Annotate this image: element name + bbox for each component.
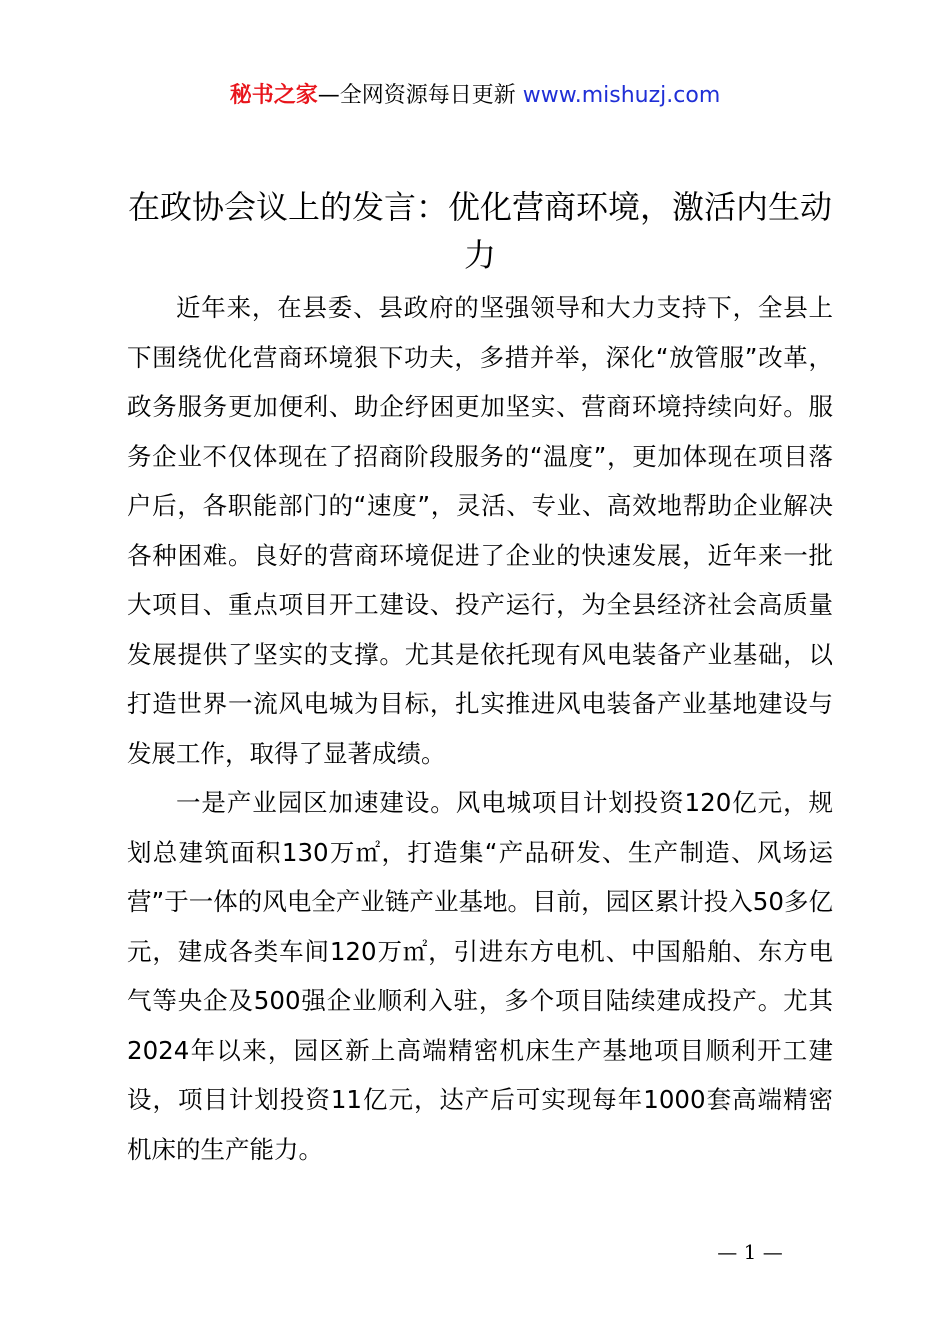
- brand-name: 秘书之家: [229, 83, 318, 108]
- document-title: 在政协会议上的发言：优化营商环境，激活内生动力: [127, 188, 832, 274]
- site-header: [0, 80, 950, 112]
- paragraph: 一是产业园区加速建设。风电城项目计划投资120亿元，规划总建筑面积130万㎡，打造集“产品研发、生产制造、风场运营”于一体的风电全产业链产业基地。目前，园区累计投入50多亿元，建成各类车间120万㎡，引进东方电机、中国船舶、东方电气等央企及500强企业顺利入驻，多个项目陆续建成投产。尤其2024年以来，园区新上高端精密机床生产基地项目顺利开工建设，项目计划投资11亿元，达产后可实现每年1000套高端精密机床的生产能力。: [127, 788, 833, 1164]
- site-url[interactable]: www.mishuzj.com: [522, 83, 721, 108]
- paragraph: 近年来，在县委、县政府的坚强领导和大力支持下，全县上下围绕优化营商环境狠下功夫，多措并举，深化“放管服”改革，政务服务更加便利、助企纾困更加坚实、营商环境持续向好。服务企业不仅体现在了招商阶段服务的“温度”，更加体现在项目落户后，各职能部门的“速度”，灵活、专业、高效地帮助企业解决各种困难。良好的营商环境促进了企业的快速发展，近年来一批大项目、重点项目开工建设、投产运行，为全县经济社会高质量发展提供了坚实的支撑。尤其是依托现有风电装备产业基础，以打造世界一流风电城为目标，扎实推进风电装备产业基地建设与发展工作，取得了显著成绩。: [127, 293, 833, 768]
- document-body: [127, 283, 833, 1174]
- page-number: — 1 —: [717, 1240, 783, 1264]
- header-tagline: —全网资源每日更新: [317, 83, 516, 108]
